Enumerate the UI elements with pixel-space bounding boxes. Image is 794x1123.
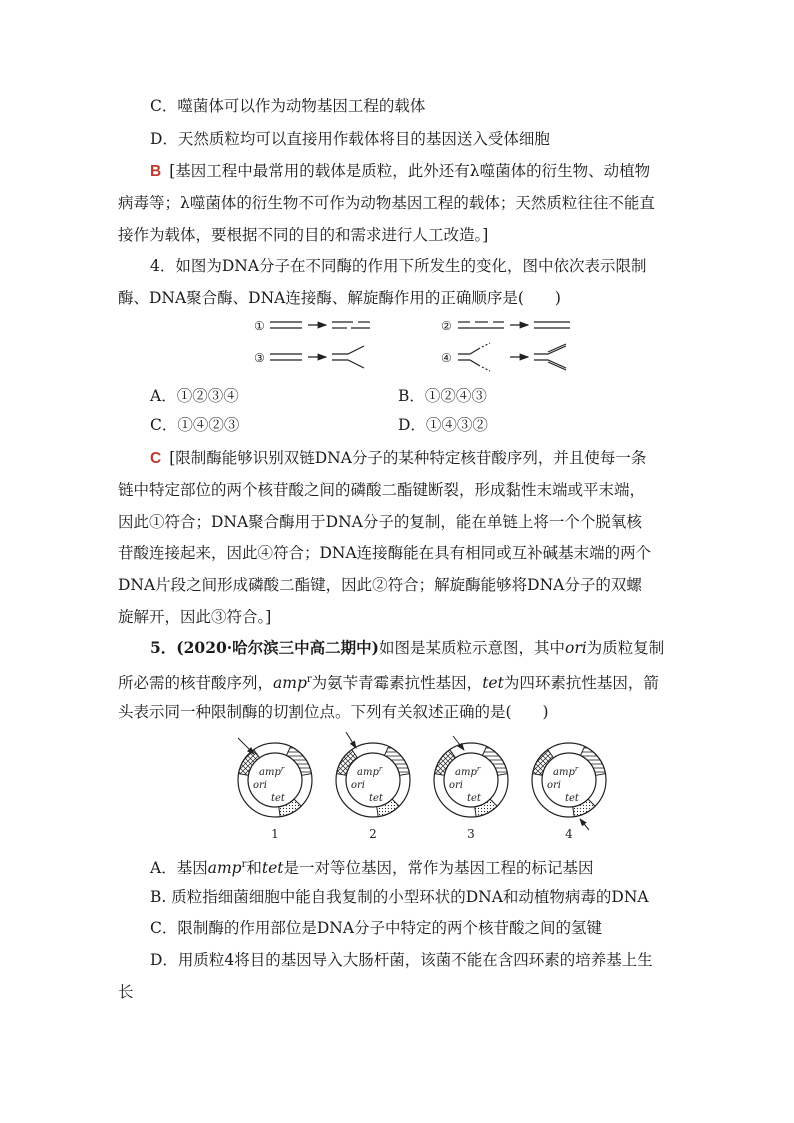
q4-explanation-line-4: 苷酸连接起来，因此④符合；DNA连接酶能在具有相同或互补碱基末端的两个 — [118, 544, 652, 562]
q4-explanation-line-3: 因此①符合；DNA聚合酶用于DNA分子的复制，能在单链上将一个个脱氧核 — [118, 513, 642, 531]
plasmid-number-2: 2 — [369, 827, 377, 841]
ori-label: ori — [253, 780, 267, 791]
figure-label-4: ④ — [441, 351, 452, 365]
amp-label: amp$^r$ — [455, 765, 481, 778]
plasmid-3 — [434, 736, 508, 817]
figure-label-2: ② — [441, 319, 452, 333]
tet-label: tet — [271, 793, 285, 804]
q4-answer: C — [150, 450, 162, 467]
plasmid-number-4: 4 — [565, 827, 573, 841]
q5-option-b: B. 质粒指细菌细胞中能自我复制的小型环状的DNA和动植物病毒的DNA — [150, 888, 649, 906]
plasmid-4 — [532, 743, 606, 830]
q4-stem-line-2: 酶、DNA聚合酶、DNA连接酶、解旋酶作用的正确顺序是( ) — [118, 289, 561, 307]
q4-enzyme-figure — [250, 312, 590, 374]
plasmid-number-1: 1 — [271, 827, 279, 841]
q4-explanation-line-5: DNA片段之间形成磷酸二酯键，因此②符合；解旋酶能够将DNA分子的双螺 — [118, 576, 642, 594]
q3-option-c: C．噬菌体可以作为动物基因工程的载体 — [150, 97, 426, 115]
amp-label: amp$^r$ — [357, 765, 383, 778]
cut-site-arrow — [346, 732, 356, 748]
q4-option-d: D．①④③② — [398, 416, 488, 434]
amp-label: amp$^r$ — [553, 765, 579, 778]
plasmid-2 — [336, 732, 410, 817]
plasmid-number-3: 3 — [467, 827, 475, 841]
q5-stem-line-2: 所必需的核苷酸序列，amp$^r$为氨苄青霉素抗性基因，tet为四环素抗性基因，箭 — [118, 674, 659, 693]
tet-label: tet — [369, 793, 383, 804]
q4-explanation-line-6: 旋解开，因此③符合。] — [118, 608, 272, 626]
q4-explanation-line-2: 链中特定部位的两个核苷酸之间的磷酸二酯键断裂，形成黏性末端或平末端， — [118, 481, 646, 499]
plasmid-1 — [238, 738, 312, 817]
ori-label: ori — [351, 780, 365, 791]
q4-stem-line-1: 4．如图为DNA分子在不同酶的作用下所发生的变化，图中依次表示限制 — [150, 257, 647, 275]
q5-option-d-line-1: D．用质粒4将目的基因导入大肠杆菌，该菌不能在含四环素的培养基上生 — [150, 951, 653, 969]
plasmid-figure — [228, 726, 628, 844]
q5-option-d-line-2: 长 — [118, 983, 134, 1001]
ori-label: ori — [547, 780, 561, 791]
q3-answer: B — [150, 163, 162, 180]
q5-option-c: C．限制酶的作用部位是DNA分子中特定的两个核苷酸之间的氢键 — [150, 919, 603, 937]
q4-option-c: C．①④②③ — [150, 416, 240, 434]
figure-label-1: ① — [254, 319, 265, 333]
amp-label: amp$^r$ — [259, 765, 285, 778]
q5-stem-line-1: 5．(2020·哈尔滨三中高二期中)如图是某质粒示意图，其中ori为质粒复制 — [150, 638, 665, 657]
cut-site-arrow — [453, 736, 464, 750]
cut-site-arrow — [238, 738, 254, 754]
q5-option-a: A．基因amp$^r$和tet是一对等位基因，常作为基因工程的标记基因 — [150, 859, 594, 878]
cut-site-arrow — [580, 819, 589, 830]
tet-label: tet — [467, 793, 481, 804]
q3-explanation-line-3: 接作为载体，要根据不同的目的和需求进行人工改造。] — [118, 226, 489, 244]
ori-label: ori — [449, 780, 463, 791]
tet-label: tet — [565, 793, 579, 804]
q4-explanation-line-1: C [限制酶能够识别双链DNA分子的某种特定核苷酸序列，并且使每一条 — [150, 449, 647, 467]
q4-option-a: A．①②③④ — [150, 387, 239, 405]
q3-explanation-line-1: B [基因工程中最常用的载体是质粒，此外还有λ噬菌体的衍生物、动植物 — [150, 162, 651, 180]
q3-option-d: D．天然质粒均可以直接用作载体将目的基因送入受体细胞 — [150, 130, 550, 148]
q3-explanation-line-2: 病毒等；λ噬菌体的衍生物不可作为动物基因工程的载体；天然质粒往往不能直 — [118, 194, 655, 212]
q5-stem-line-3: 头表示同一种限制酶的切割位点。下列有关叙述正确的是( ) — [118, 703, 549, 721]
q4-option-b: B．①②④③ — [398, 387, 487, 405]
figure-label-3: ③ — [254, 351, 265, 365]
